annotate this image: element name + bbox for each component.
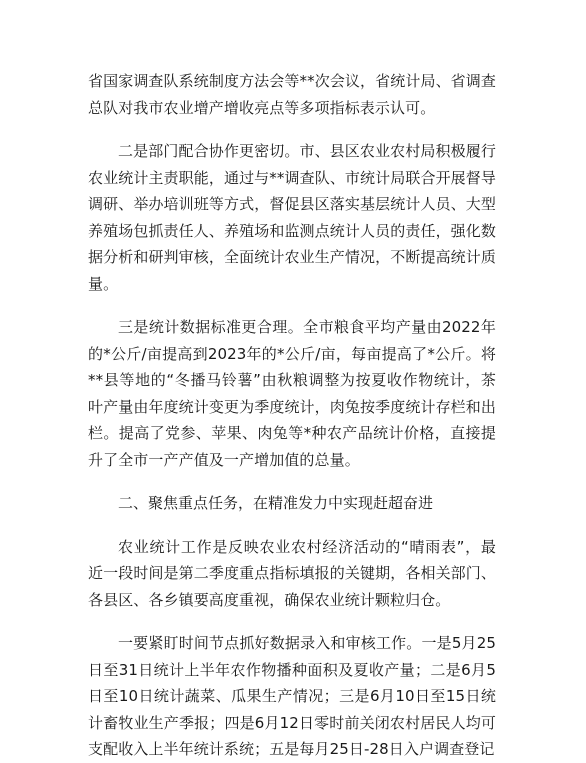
paragraph-department-cooperation: 二是部门配合协作更密切。市、县区农业农村局积极履行农业统计主责职能，通过与**调查队、市统计局联合开展督导调研、举办培训班等方式，督促县区落实基层统计人员、大型养殖场包抓责任人、养殖场和监测点统计人员的责任，强化数据分析和研判审核，全面统计农业生产情况，不断提高统计质量。: [88, 142, 496, 293]
paragraph-meeting-recognition: 省国家调查队系统制度方法会等**次会议，省统计局、省调查总队对我市农业增产增收亮点等多项指标表示认可。: [88, 72, 496, 117]
section-heading: 二、聚焦重点任务，在精准发力中实现赶超奋进: [118, 494, 434, 512]
paragraph-weather-vane: 农业统计工作是反映农业农村经济活动的“晴雨表”，最近一段时间是第二季度重点指标填报的关键期，各相关部门、各县区、各乡镇要高度重视，确保农业统计颗粒归仓。: [88, 537, 496, 609]
paragraph-time-nodes: 一要紧盯时间节点抓好数据录入和审核工作。一是5月25日至31日统计上半年农作物播种面积及夏收产量；二是6月5日至10日统计蔬菜、瓜果生产情况；三是6月10日至15日统计畜牧业生产季报；四是6月12日零时前关闭农村居民人均可支配收入上半年统计系统；五是每月25日-28日入户调查登记: [88, 634, 496, 758]
paragraph-data-standards: 三是统计数据标准更合理。全市粮食平均产量由2022年的*公斤/亩提高到2023年的*公斤/亩，每亩提高了*公斤。将**县等地的“冬播马铃薯”由秋粮调整为按夏收作物统计，茶叶产量由年度统计变更为季度统计，肉兔按季度统计存栏和出栏。提高了党参、苹果、肉兔等*种农产品统计价格，直接提升了全市一产产值及一产增加值的总量。: [88, 318, 496, 469]
